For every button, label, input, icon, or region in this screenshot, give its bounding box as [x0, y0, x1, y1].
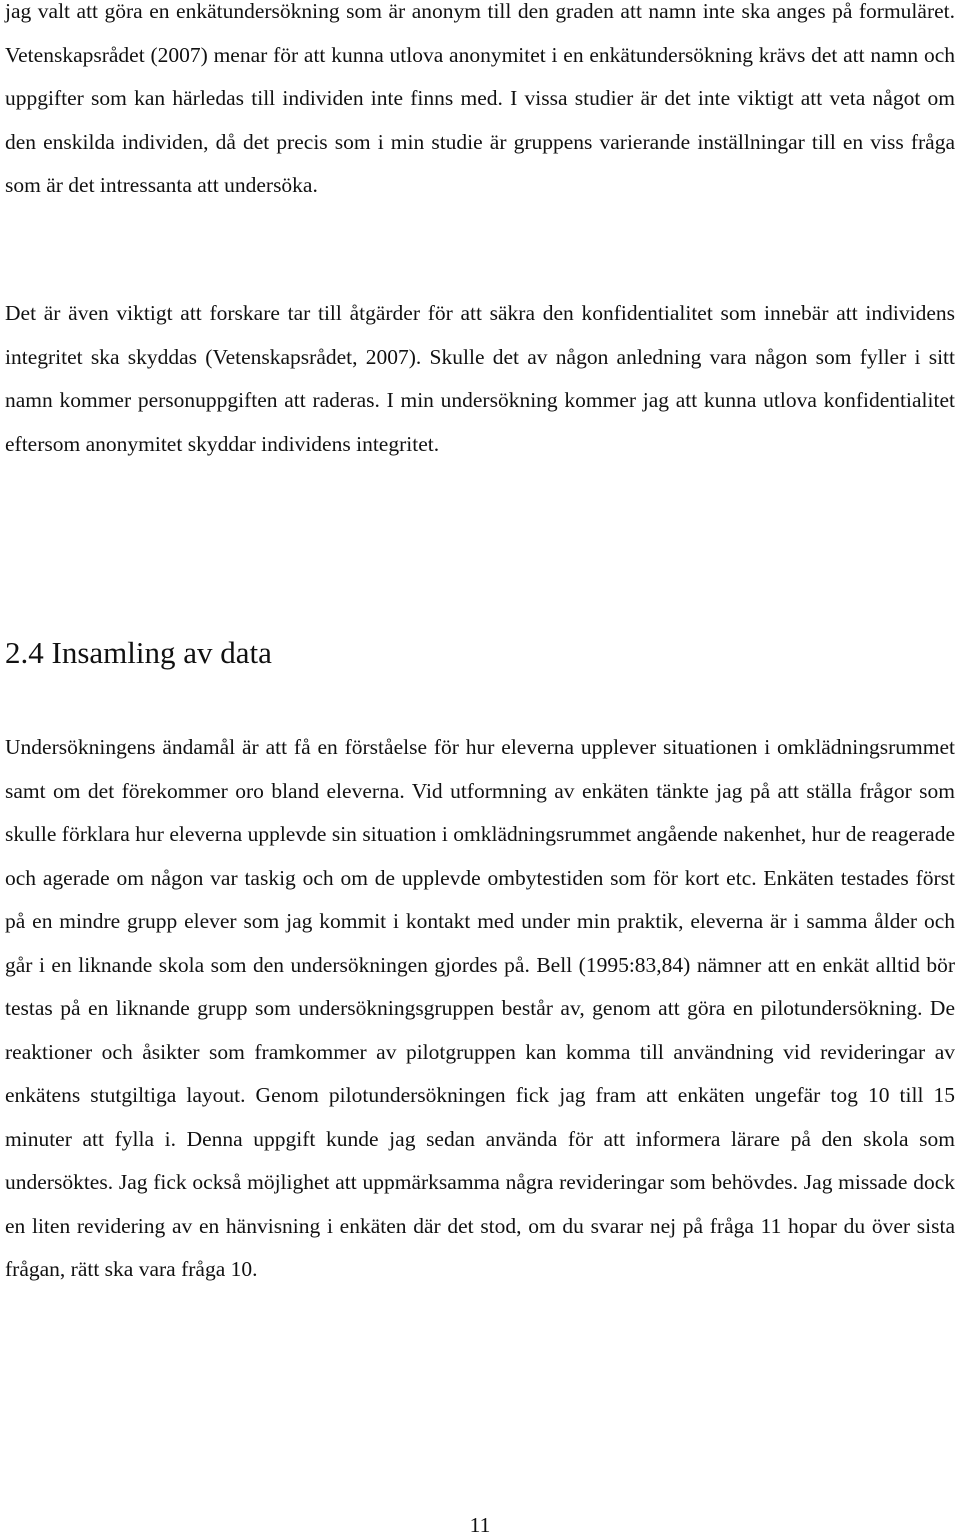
section-paragraph: Undersökningens ändamål är att få en förståelse för hur eleverna upplever situationen i omklädningsrummet samt om det förekommer oro bland eleverna. Vid utformning av enkäten tänkte jag på att ställa frågor som skulle förklara hur eleverna upplevde sin situation i omklädningsrummet angående nakenhet, hur de reagerade och agerade om någon var taskig och om de upplevde ombytestiden som för kort etc. Enkäten testades först på en mindre grupp elever som jag kommit i kontakt med under min praktik, eleverna är i samma ålder och går i en liknande skola som den undersökningen gjordes på. Bell (1995:83,84) nämner att en enkät alltid bör testas på en liknande grupp som undersökningsgruppen består av, genom att göra en pilotundersökning. De reaktioner och åsikter som framkommer av pilotgruppen kan komma till användning vid revideringar av enkätens stutgiltiga layout. Genom pilotundersökningen fick jag fram att enkäten ungefär tog 10 till 15 minuter att fylla i. Denna uppgift kunde jag sedan använda för att informera lärare på den skola som undersöktes. Jag fick också möjlighet att uppmärksamma några revideringar som behövdes. Jag missade dock en liten revidering av en hänvisning i enkäten där det stod, om du svarar nej på fråga 11 hopar du över sista frågan, rätt ska vara fråga 10.	[5, 735, 955, 1281]
body-paragraph: jag valt att göra en enkätundersökning som är anonym till den graden att namn inte ska anges på formuläret. Vetenskapsrådet (2007) menar för att kunna utlova anonymitet i en enkätundersökning krävs det att namn och uppgifter som kan härledas till individen inte finns med. I vissa studier är det inte viktigt att veta något om den enskilda individen, då det precis som i min studie är gruppens varierande inställningar till en viss fråga som är det intressanta att undersöka.	[5, 0, 955, 197]
body-paragraph: Det är även viktigt att forskare tar till åtgärder för att säkra den konfidentialitet som innebär att individens integritet ska skyddas (Vetenskapsrådet, 2007). Skulle det av någon anledning vara någon som fyller i sitt namn kommer personuppgiften att raderas. I min undersökning kommer jag att kunna utlova konfidentialitet eftersom anonymitet skyddar individens integritet.	[5, 301, 955, 456]
page-number: 11	[469, 1513, 491, 1537]
section-heading: 2.4 Insamling av data	[5, 635, 272, 670]
